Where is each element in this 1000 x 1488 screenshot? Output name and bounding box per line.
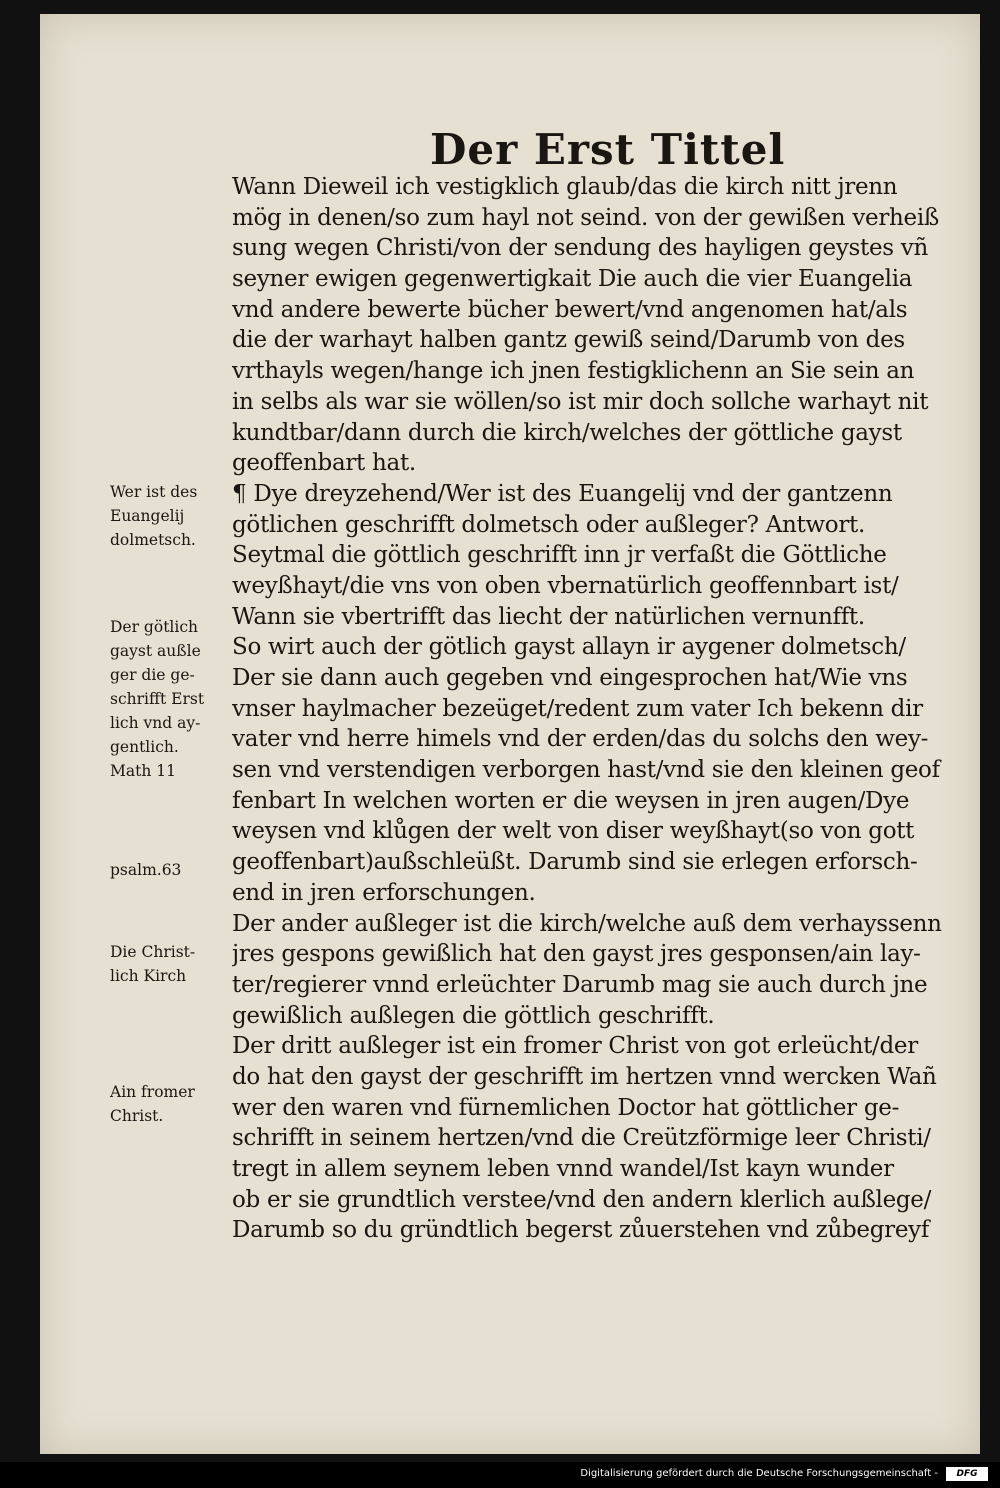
text-line: Wann Dieweil ich vestigklich glaub/das die kirch nitt jrenn [232,174,898,200]
text-line: gewißlich außlegen die göttlich geschrifft. [232,1002,715,1029]
marginal-note [110,940,235,988]
text-line: fenbart In welchen worten er die weysen in jren augen/Dye [232,787,910,814]
text-line: jres gespons gewißlich hat den gayst jres gesponsen/ain lay- [232,941,921,968]
marginal-note [110,615,235,783]
text-line: weysen vnd klůgen der welt von diser weyßhayt(so von gott [232,818,915,845]
text-line: in selbs als war sie wöllen/so ist mir doch sollche warhayt nit [232,388,929,415]
marginal-note [110,480,235,552]
text-line: end in jren erforschungen. [232,879,536,906]
marginal-note-line: schrifft Erst [110,690,205,708]
main-text-block [232,172,950,1246]
text-line: sen vnd verstendigen verborgen hast/vnd sie den kleinen geof [232,757,940,784]
text-line: Seytmal die göttlich geschrifft inn jr verfaßt die Göttliche [232,542,887,569]
text-line: sung wegen Christi/von der sendung des hayligen geystes vñ [232,235,928,262]
footer-credit: Digitalisierung gefördert durch die Deutsche Forschungsgemeinschaft - [580,1468,938,1479]
marginal-note-line: Die Christ- [110,943,196,961]
text-line: ¶ Dye dreyzehend/Wer ist des Euangelij vnd der gantzenn [232,480,893,507]
text-line: Der sie dann auch gegeben vnd eingesprochen hat/Wie vns [232,665,908,691]
marginal-note-line: lich Kirch [110,967,187,985]
text-line: kundtbar/dann durch die kirch/welches der göttliche gayst [232,419,902,446]
text-line: vnser haylmacher bezeüget/redent zum vater Ich bekenn dir [232,695,923,722]
text-line: geoffenbart hat. [232,450,416,477]
text-line: Wann sie vbertrifft das liecht der natürlichen vernunfft. [232,603,865,630]
text-line: die der warhayt halben gantz gewiß seind/Darumb von des [232,327,905,354]
footer-bar [0,1462,1000,1488]
text-line: weyßhayt/die vns von oben vbernatürlich geoffennbart ist/ [232,572,899,599]
text-line: tregt in allem seynem leben vnnd wandel/Ist kayn wunder [232,1156,894,1182]
marginal-note-line: gayst außle [110,642,201,660]
marginal-note-line: Der götlich [110,618,198,636]
marginal-note-line: ger die ge- [110,666,195,684]
marginal-note-line: psalm.63 [110,861,182,879]
marginal-note-line: Ain fromer [110,1083,195,1101]
marginal-note-line: Wer ist des [110,483,198,501]
dfg-logo: DFG [946,1467,988,1481]
text-line: So wirt auch der götlich gayst allayn ir aygener dolmetsch/ [232,634,906,661]
text-line: Der dritt außleger ist ein fromer Christ von got erleücht/der [232,1033,918,1060]
text-line: schrifft in seinem hertzen/vnd die Creützförmige leer Christi/ [232,1125,931,1152]
marginal-note-line: dolmetsch. [110,531,196,549]
text-line: seyner ewigen gegenwertigkait Die auch die vier Euangelia [232,266,913,293]
marginal-note-line: lich vnd ay- [110,714,201,732]
text-line: Der ander außleger ist die kirch/welche auß dem verhayssenn [232,910,942,937]
marginal-note-line: Euangelij [110,507,185,525]
marginal-note-line: Christ. [110,1107,164,1125]
text-line: vnd andere bewerte bücher bewert/vnd angenomen hat/als [232,296,908,323]
text-line: ob er sie grundtlich verstee/vnd den andern klerlich außlege/ [232,1186,932,1213]
marginal-note [110,858,235,882]
text-line: geoffenbart)außschleüßt. Darumb sind sie erlegen erforsch- [232,849,918,876]
marginal-note [110,1080,235,1128]
marginal-note-line: gentlich. [110,738,179,756]
text-line: götlichen geschrifft dolmetsch oder außleger? Antwort. [232,511,865,538]
text-line: vater vnd herre himels vnd der erden/das du solchs den wey- [232,726,929,753]
page-heading: Der Erst Tittel [430,125,786,174]
text-line: ter/regierer vnnd erleüchter Darumb mag sie auch durch jne [232,971,928,998]
text-line: vrthayls wegen/hange ich jnen festigklichenn an Sie sein an [232,358,915,385]
text-line: do hat den gayst der geschrifft im hertzen vnnd wercken Wañ [232,1063,937,1090]
text-line: mög in denen/so zum hayl not seind. von der gewißen verheiß [232,204,939,231]
text-line: Darumb so du gründtlich begerst zůuerstehen vnd zůbegreyf [232,1217,930,1244]
text-line: wer den waren vnd fürnemlichen Doctor hat göttlicher ge- [232,1094,900,1121]
marginal-note-line: Math 11 [110,762,176,780]
